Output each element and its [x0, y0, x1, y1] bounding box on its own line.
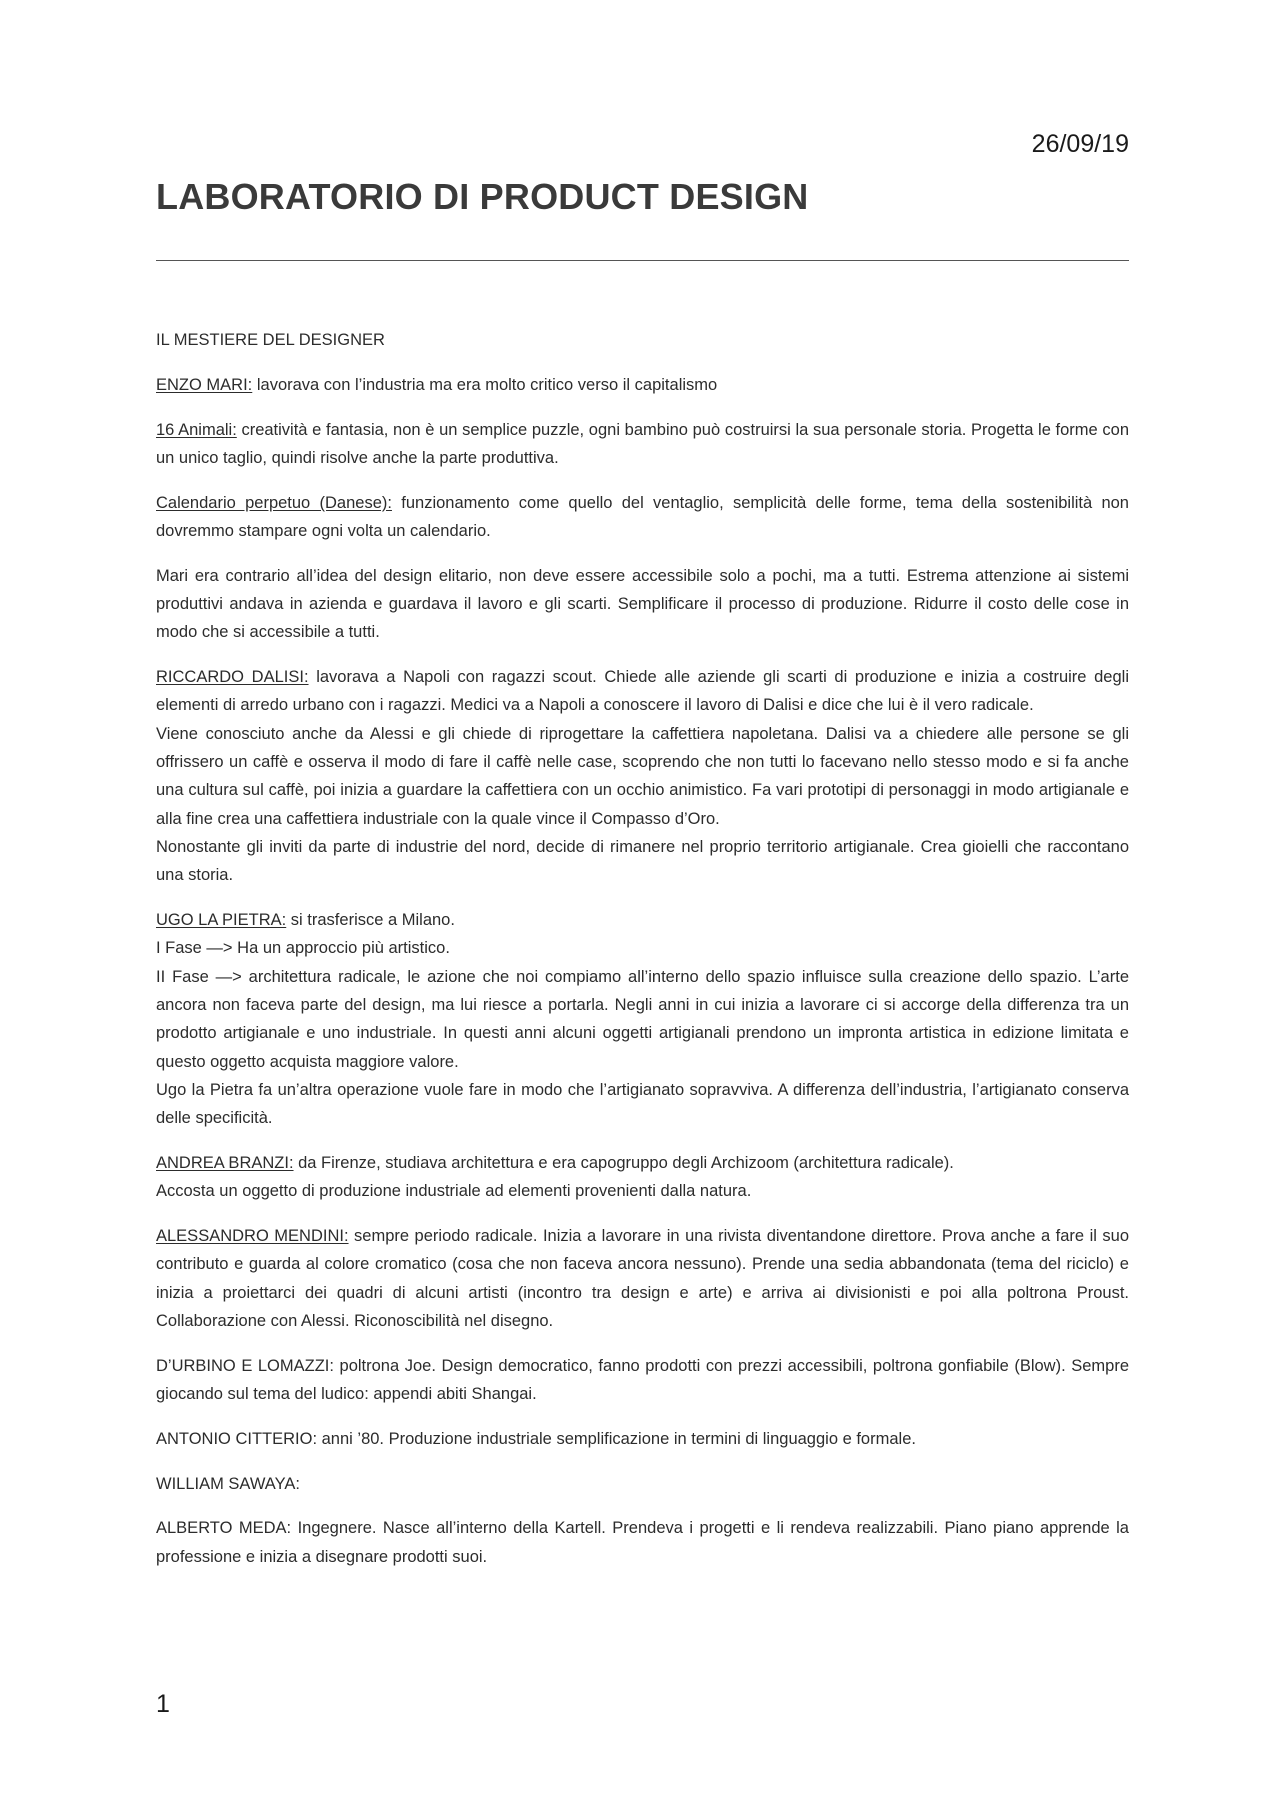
- entry-la-pietra-fase-2: II Fase —> architettura radicale, le azione che noi compiamo all’interno dello spazio influisce sulla creazione dello spazio. L’arte ancora non faceva parte del design, ma lui riesce a portarla. Negli anni in cui inizia a lavorare ci si accorge della differenza tra un prodotto artigianale e uno industriale. In questi anni alcuni oggetti artigianali prendono un impronta artistica in edizione limitata e questo oggetto acquista maggiore valore.: [156, 967, 1129, 1071]
- entry-text: da Firenze, studiava architettura e era capogruppo degli Archizoom (architettura radicale).: [293, 1153, 954, 1172]
- document-date: 26/09/19: [1031, 130, 1129, 158]
- entry-text: si trasferisce a Milano.: [286, 911, 455, 930]
- document-page: [156, 0, 1129, 1811]
- entry-la-pietra-paragraph-4: Ugo la Pietra fa un’altra operazione vuole fare in modo che l’artigianato sopravviva. A differenza dell’industria, l’artigianato conserva delle specificità.: [156, 1080, 1129, 1128]
- entry-text: sempre periodo radicale. Inizia a lavorare in una rivista diventandone direttore. Prova anche a fare il suo contributo e guarda al colore cromatico (cosa che non faceva ancora nessuno). Prende una sedia abbandonata (tema del riciclo) e inizia a proiettarci dei quadri di alcuni artisti (incontro tra design e arte) e arriva ai divisionisti e poi alla poltrona Proust. Collaborazione con Alessi. Riconoscibilità nel disegno.: [156, 1227, 1130, 1330]
- document-body: [156, 326, 1129, 1587]
- entry-ugo-la-pietra: [156, 906, 1129, 934]
- entry-enzo-mari: [156, 371, 1129, 399]
- entry-mari-extra: Mari era contrario all’idea del design elitario, non deve essere accessibile solo a pochi, ma a tutti. Estrema attenzione ai sistemi produttivi andava in azienda e guardava il lavoro e gli scarti. Semplificare il processo di produzione. Ridurre il costo delle cose in modo che si accessibile a tutti.: [156, 566, 1129, 642]
- entry-andrea-branzi: [156, 1149, 1129, 1177]
- designer-name-enzo-mari: ENZO MARI:: [156, 375, 253, 394]
- designer-name-alessandro-mendini: ALESSANDRO MENDINI:: [156, 1227, 349, 1246]
- document-title: LABORATORIO DI PRODUCT DESIGN: [156, 176, 809, 217]
- entry-dalisi-paragraph-3: Nonostante gli inviti da parte di industrie del nord, decide di rimanere nel proprio territorio artigianale. Crea gioielli che raccontano una storia.: [156, 837, 1129, 885]
- product-name-calendario: Calendario perpetuo (Danese):: [156, 493, 392, 512]
- entry-text: funzionamento come quello del ventaglio, semplicità delle forme, tema della sostenibilità non dovremmo stampare ogni volta un calendario.: [156, 493, 1129, 540]
- entry-dalisi-paragraph-2: Viene conosciuto anche da Alessi e gli chiede di riprogettare la caffettiera napoletana. Dalisi va a chiedere alle persone se gli offrissero un caffè e osserva il modo di fare il caffè nelle case, scoprendo che non tutti lo facevano nello stesso modo e si fa anche una cultura sul caffè, poi inizia a guardare la caffettiera con un occhio animistico. Fa vari prototipi di personaggi in modo artigianale e alla fine crea una caffettiera industriale con la quale vince il Compasso d’Oro.: [156, 724, 1129, 828]
- designer-name-ugo-la-pietra: UGO LA PIETRA:: [156, 911, 287, 930]
- entry-durbino-lomazzi: D’URBINO E LOMAZZI: poltrona Joe. Design democratico, fanno prodotti con prezzi accessibili, poltrona gonfiabile (Blow). Sempre giocando sul tema del ludico: appendi abiti Shangai.: [156, 1356, 1129, 1403]
- entry-16-animali: [156, 416, 1129, 473]
- entry-antonio-citterio: ANTONIO CITTERIO: anni ’80. Produzione industriale semplificazione in termini di linguaggio e formale.: [156, 1429, 916, 1448]
- section-heading: IL MESTIERE DEL DESIGNER: [156, 331, 385, 349]
- entry-alberto-meda: ALBERTO MEDA: Ingegnere. Nasce all’interno della Kartell. Prendeva i progetti e li rendeva realizzabili. Piano piano apprende la professione e inizia a disegnare prodotti suoi.: [156, 1519, 1129, 1566]
- title-divider: [156, 260, 1129, 261]
- entry-riccardo-dalisi: [156, 663, 1129, 720]
- entry-calendario-perpetuo: [156, 489, 1129, 546]
- page-number: 1: [156, 1690, 170, 1718]
- designer-name-andrea-branzi: ANDREA BRANZI:: [156, 1153, 294, 1172]
- entry-text: lavorava con l’industria ma era molto critico verso il capitalismo: [252, 375, 718, 394]
- entry-text: lavorava a Napoli con ragazzi scout. Chiede alle aziende gli scarti di produzione e inizia a costruire degli elementi di arredo urbano con i ragazzi. Medici va a Napoli a conoscere il lavoro di Dalisi e dice che lui è il vero radicale.: [156, 668, 1129, 715]
- entry-la-pietra-fase-1: I Fase —> Ha un approccio più artistico.: [156, 939, 450, 958]
- entry-text: creatività e fantasia, non è un semplice puzzle, ogni bambino può costruirsi la sua personale storia. Progetta le forme con un unico taglio, quindi risolve anche la parte produttiva.: [156, 420, 1129, 467]
- designer-name-riccardo-dalisi: RICCARDO DALISI:: [156, 668, 309, 687]
- product-name-16-animali: 16 Animali:: [156, 420, 237, 439]
- entry-alessandro-mendini: [156, 1222, 1129, 1335]
- entry-branzi-paragraph-2: Accosta un oggetto di produzione industriale ad elementi provenienti dalla natura.: [156, 1182, 752, 1201]
- entry-william-sawaya: WILLIAM SAWAYA:: [156, 1474, 300, 1493]
